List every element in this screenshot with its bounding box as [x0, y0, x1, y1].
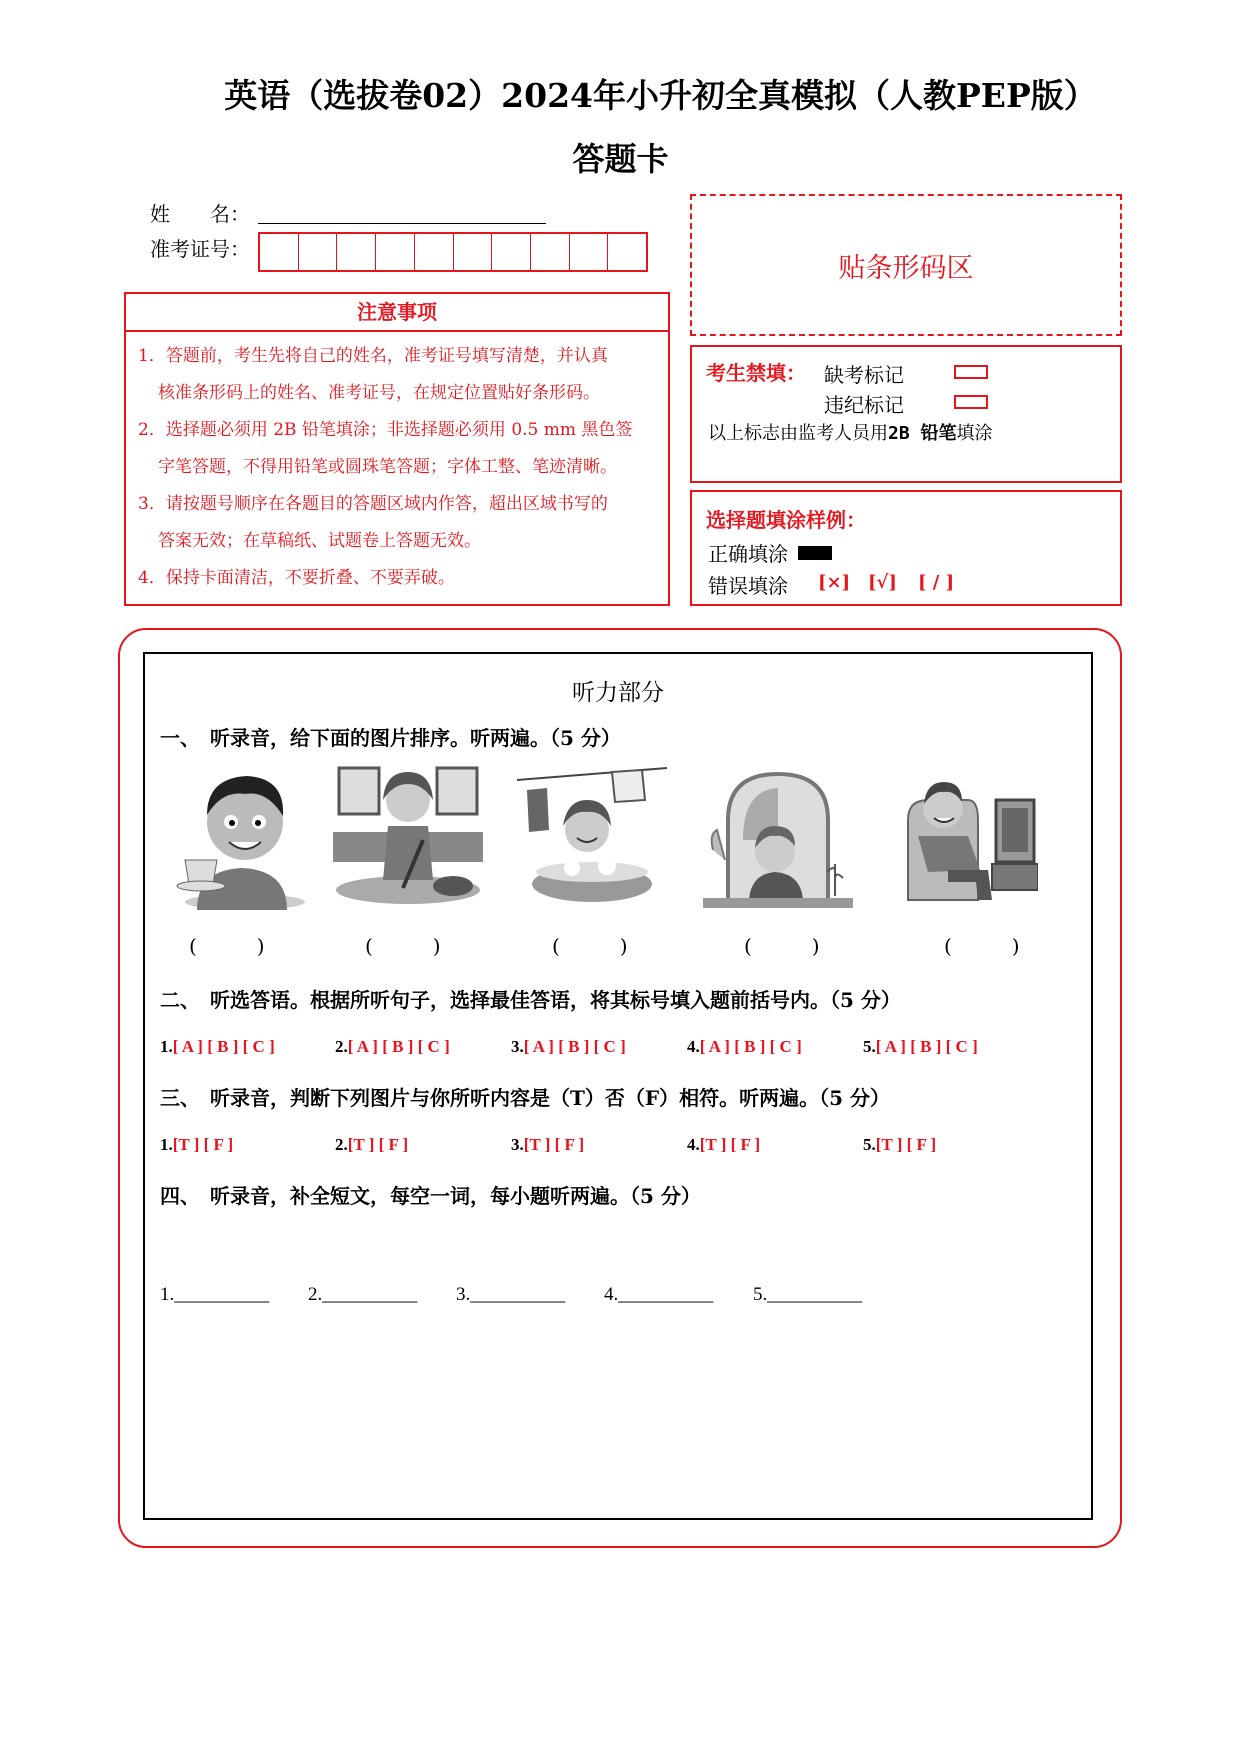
- violation-label: 违纪标记: [824, 393, 904, 417]
- sample-heading: 选择题填涂样例：: [706, 508, 866, 532]
- q2-item-4[interactable]: 4.[ A ] [ B ] [ C ]: [687, 1037, 802, 1056]
- section-3-title: 三、 听录音，判断下列图片与你所听内容是（T）否（F）相符。听两遍。（5 分）: [160, 1086, 890, 1110]
- correct-label: 正确填涂: [708, 542, 788, 566]
- notice-line: 核准条形码上的姓名、准考证号，在规定位置贴好条形码。: [158, 383, 600, 403]
- name-field[interactable]: [258, 223, 546, 224]
- id-cell[interactable]: [337, 234, 376, 270]
- q3-item-5[interactable]: 5.[T ] [ F ]: [863, 1135, 937, 1154]
- correct-fill-mark: [798, 546, 832, 560]
- id-cell[interactable]: [299, 234, 338, 270]
- wrong-mark-2: [√]: [868, 572, 897, 593]
- id-cell[interactable]: [492, 234, 531, 270]
- section-1-title: 一、 听录音，给下面的图片排序。听两遍。（5 分）: [160, 726, 621, 750]
- section-4-title: 四、 听录音，补全短文，每空一词，每小题听两遍。（5 分）: [160, 1184, 701, 1208]
- id-cell[interactable]: [608, 234, 646, 270]
- examiner-box: [690, 345, 1122, 483]
- id-cell[interactable]: [376, 234, 415, 270]
- absent-label: 缺考标记: [824, 363, 904, 387]
- q2-item-1[interactable]: 1.[ A ] [ B ] [ C ]: [160, 1037, 275, 1056]
- q2-item-5[interactable]: 5.[ A ] [ B ] [ C ]: [863, 1037, 978, 1056]
- barcode-area: [690, 194, 1122, 336]
- order-answer-3[interactable]: ( ): [552, 934, 628, 958]
- id-cell[interactable]: [531, 234, 570, 270]
- q2-item-2[interactable]: 2.[ A ] [ B ] [ C ]: [335, 1037, 450, 1056]
- notice-line: 1．答题前，考生先将自己的姓名，准考证号填写清楚，并认真: [138, 346, 608, 366]
- blank-4[interactable]: 4.__________: [604, 1284, 714, 1305]
- girl-vacuum-icon: [333, 760, 483, 910]
- order-answer-1[interactable]: ( ): [189, 934, 265, 958]
- page-subtitle: 答题卡: [572, 140, 669, 178]
- notice-line: 4．保持卡面清洁，不要折叠、不要弄破。: [138, 568, 455, 588]
- notice-heading: 注意事项: [126, 294, 668, 332]
- examiner-note: 以上标志由监考人员用2B 铅笔填涂: [708, 423, 993, 444]
- id-cell[interactable]: [570, 234, 609, 270]
- order-answer-4[interactable]: ( ): [744, 934, 820, 958]
- notice-line: 3．请按题号顺序在各题目的答题区域内作答，超出区域书写的: [138, 494, 608, 514]
- wrong-mark-3: [ / ]: [918, 572, 955, 593]
- boy-tea-icon: [167, 760, 317, 910]
- q3-item-2[interactable]: 2.[T ] [ F ]: [335, 1135, 409, 1154]
- q3-item-1[interactable]: 1.[T ] [ F ]: [160, 1135, 234, 1154]
- notice-line: 字笔答题，不得用铅笔或圆珠笔答题；字体工整、笔迹清晰。: [158, 457, 617, 477]
- order-answer-5[interactable]: ( ): [944, 934, 1020, 958]
- page-title: 英语（选拔卷02）2024年小升初全真模拟（人教PEP版）: [224, 76, 1097, 115]
- blank-2[interactable]: 2.__________: [308, 1284, 418, 1305]
- examiner-heading: 考生禁填：: [706, 361, 806, 385]
- barcode-label: 贴条形码区: [838, 252, 974, 284]
- man-tv-icon: [888, 760, 1038, 910]
- violation-mark-box[interactable]: [954, 395, 988, 409]
- girl-washing-icon: [517, 760, 667, 910]
- id-cell[interactable]: [415, 234, 454, 270]
- notice-line: 2．选择题必须用 2B 铅笔填涂；非选择题必须用 0.5 mm 黑色签: [138, 420, 633, 440]
- wrong-label: 错误填涂: [708, 574, 788, 598]
- notice-box: [124, 292, 670, 606]
- id-number-grid[interactable]: [258, 232, 648, 272]
- listening-heading: 听力部分: [572, 680, 664, 706]
- blank-5[interactable]: 5.__________: [753, 1284, 863, 1305]
- q2-item-3[interactable]: 3.[ A ] [ B ] [ C ]: [511, 1037, 626, 1056]
- section-2-title: 二、 听选答语。根据所听句子，选择最佳答语，将其标号填入题前括号内。（5 分）: [160, 988, 901, 1012]
- notice-line: 答案无效；在草稿纸、试题卷上答题无效。: [158, 531, 481, 551]
- id-cell[interactable]: [260, 234, 299, 270]
- blank-3[interactable]: 3.__________: [456, 1284, 566, 1305]
- id-cell[interactable]: [454, 234, 493, 270]
- fill-sample-box: [690, 490, 1122, 606]
- man-window-icon: [703, 760, 853, 910]
- q3-item-4[interactable]: 4.[T ] [ F ]: [687, 1135, 761, 1154]
- absent-mark-box[interactable]: [954, 365, 988, 379]
- blank-1[interactable]: 1.__________: [160, 1284, 270, 1305]
- wrong-mark-1: [×]: [818, 572, 851, 593]
- name-label: 姓 名：: [150, 202, 250, 226]
- id-label: 准考证号：: [150, 237, 250, 261]
- order-answer-2[interactable]: ( ): [365, 934, 441, 958]
- q3-item-3[interactable]: 3.[T ] [ F ]: [511, 1135, 585, 1154]
